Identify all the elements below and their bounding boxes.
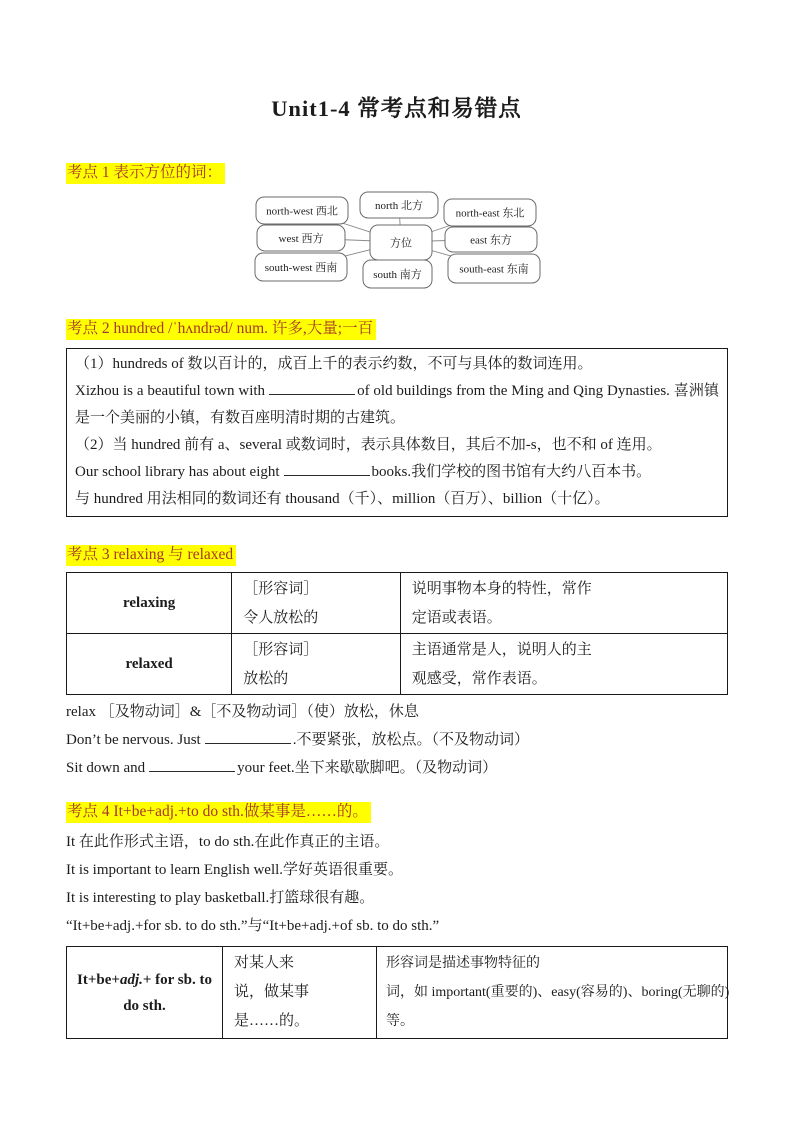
document-content (0, 162, 793, 1039)
word-cell: relaxing (67, 573, 232, 634)
table-row (67, 573, 728, 634)
point2-rule1: （1）hundreds of 数以百计的，成百上千的表示约数，不可与具体的数词连用。 (75, 356, 593, 372)
fill-in-blank (284, 462, 370, 476)
point3-example2: Sit down and your feet.坐下来歇歇脚吧。（及物动词） (66, 760, 498, 776)
point4-line2: It is important to learn English well.学好英语很重要。 (66, 862, 404, 878)
point2-rule2: （2）当 hundred 前有 a、several 或数词时，表示具体数目，其后不加-s，也不和 of 连用。 (75, 437, 662, 453)
diagram-label-south: south 南方 (373, 269, 422, 281)
direction-diagram (253, 189, 545, 295)
diagram-label-east: east 东方 (470, 234, 512, 247)
point4-section-header (66, 801, 728, 823)
formula-cell: It+be+adj.+ for sb. to do sth. (67, 947, 223, 1039)
point2-example1: Xizhou is a beautiful town with of old buildings from the Ming and Qing Dynasties. 喜洲镇是一个美丽的小镇，有数百座明清时期的古建筑。 (75, 383, 719, 426)
fill-in-blank (269, 381, 355, 395)
point3-header-highlight: 考点 3 relaxing 与 relaxed (66, 545, 236, 566)
direction-diagram-svg (253, 189, 545, 295)
relax-note: relax ［及物动词］&［不及物动词］（使）放松，休息 (66, 704, 419, 720)
pos-cell: ［形容词］ 放松的 (232, 634, 401, 695)
diagram-label-north-east: north-east 东北 (455, 207, 525, 220)
it-be-adj-table (66, 946, 728, 1039)
fill-in-blank (149, 758, 235, 772)
point1-section-header (66, 162, 728, 184)
point3-notes (66, 698, 728, 782)
diagram-label-north-west: north-west 西北 (266, 205, 338, 218)
fill-in-blank (205, 730, 291, 744)
table-row (67, 947, 728, 1039)
diagram-label-south-east: south-east 东南 (459, 263, 529, 276)
point3-example1: Don’t be nervous. Just .不要紧张，放松点。（不及物动词） (66, 732, 529, 748)
table-row (67, 634, 728, 695)
point3-section-header (66, 544, 728, 566)
point2-example2: Our school library has about eight books.我们学校的图书馆有大约八百本书。 (75, 464, 652, 480)
usage-cell: 主语通常是人，说明人的主 观感受，常作表语。 (400, 634, 727, 695)
diagram-label-north: north 北方 (375, 200, 423, 212)
point4-header-highlight: 考点 4 It+be+adj.+to do sth.做某事是……的。 (66, 802, 371, 823)
point2-section-header (66, 318, 728, 340)
diagram-label-south-west: south-west 西南 (264, 262, 338, 274)
point1-header-highlight: 考点 1 表示方位的词： (66, 163, 225, 184)
pos-cell: ［形容词］ 令人放松的 (232, 573, 401, 634)
point4-notes (66, 828, 728, 940)
diagram-label-center: 方位 (390, 237, 412, 250)
point2-header-highlight: 考点 2 hundred /ˈhʌndrəd/ num. 许多,大量;一百 (66, 319, 376, 340)
meaning-cell: 对某人来 说，做某事 是……的。 (222, 947, 376, 1039)
word-cell: relaxed (67, 634, 232, 695)
point4-line1: It 在此作形式主语，to do sth.在此作真正的主语。 (66, 834, 390, 850)
point2-note: 与 hundred 用法相同的数词还有 thousand（千）、million（百万）、billion（十亿）。 (75, 491, 610, 507)
relaxing-relaxed-table (66, 572, 728, 695)
point4-line4: “It+be+adj.+for sb. to do sth.”与“It+be+adj.+of sb. to do sth.” (66, 918, 440, 934)
point4-line3: It is interesting to play basketball.打篮球很有趣。 (66, 890, 375, 906)
page-title: Unit1-4 常考点和易错点 (271, 96, 522, 121)
usage-cell: 说明事物本身的特性，常作 定语或表语。 (400, 573, 727, 634)
diagram-label-west: west 西方 (278, 233, 324, 245)
formula-adj: adj. (119, 971, 143, 988)
note-cell: 形容词是描述事物特征的 词，如 important(重要的)、easy(容易的)、boring(无聊的) 等。 (376, 947, 727, 1039)
point2-rule-box (66, 348, 728, 517)
